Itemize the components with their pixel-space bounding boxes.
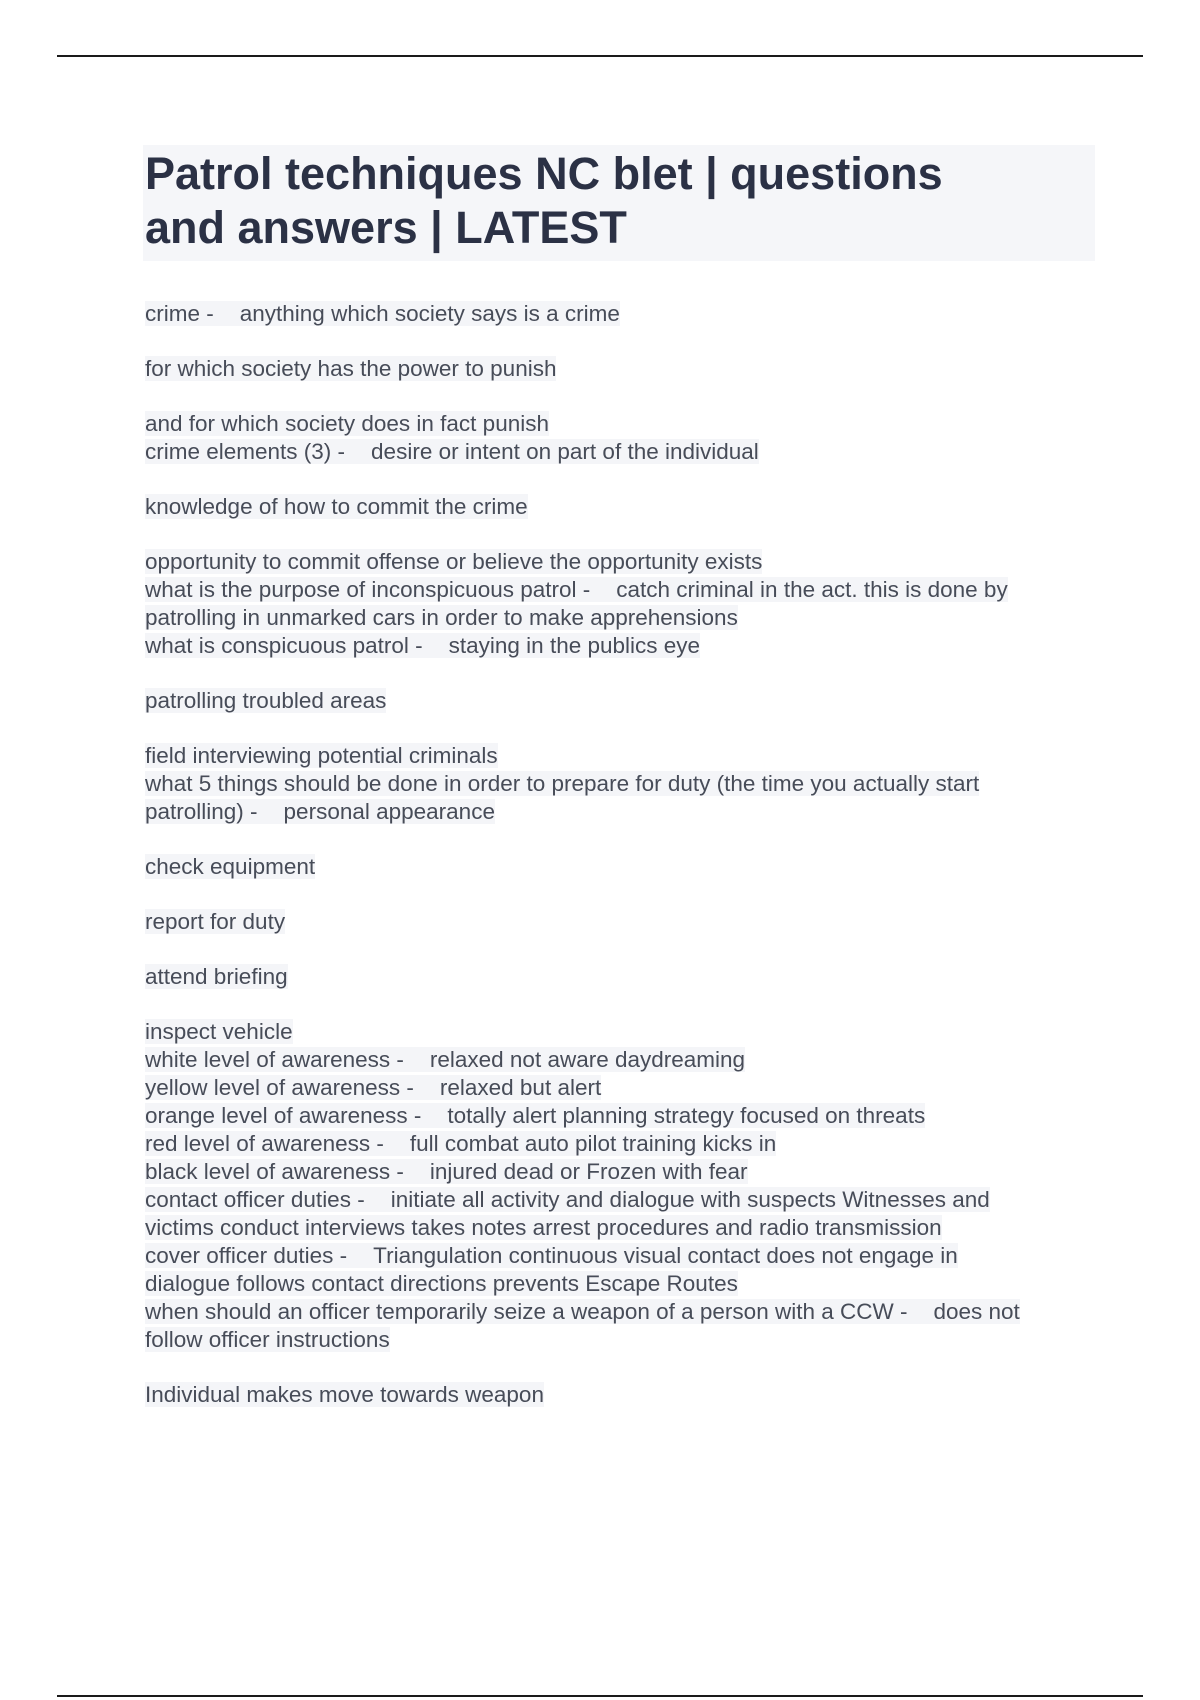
line-highlight [145,854,315,879]
line-text: and for which society does in fact punish [145,411,549,436]
line-answer: does not [933,1299,1020,1324]
line-answer: initiate all activity and dialogue with suspects Witnesses and [390,1187,990,1212]
text-line [145,355,1100,383]
text-line [145,798,1100,826]
text-line [145,1158,1100,1186]
line-text: yellow level of awareness - [145,1075,414,1100]
line-text: crime elements (3) - [145,439,346,464]
line-text: follow officer instructions [145,1327,390,1352]
text-line [145,908,1100,936]
text-line [145,1102,1100,1130]
line-text: for which society has the power to punish [145,356,557,381]
document-body [145,300,1100,1409]
text-line [145,1046,1100,1074]
line-answer: totally alert planning strategy focused on threats [447,1103,926,1128]
line-highlight [145,799,495,824]
line-text: patrolling in unmarked cars in order to make apprehensions [145,605,738,630]
line-highlight [145,301,620,326]
line-text: inspect vehicle [145,1019,293,1044]
line-text: opportunity to commit offense or believe the opportunity exists [145,549,763,574]
line-highlight [145,1271,738,1296]
text-line [145,493,1100,521]
text-line [145,548,1100,576]
text-line [145,1018,1100,1046]
title-line-2: and answers | LATEST [145,202,627,253]
text-line [145,410,1100,438]
text-line [145,1186,1100,1214]
line-text: field interviewing potential criminals [145,743,498,768]
text-line [145,687,1100,715]
line-highlight [145,1159,748,1184]
line-text: knowledge of how to commit the crime [145,494,528,519]
text-line [145,1270,1100,1298]
text-line [145,438,1100,466]
line-highlight [145,1187,990,1212]
line-highlight [145,411,549,436]
line-highlight [145,1103,925,1128]
line-text: cover officer duties - [145,1243,348,1268]
line-answer: staying in the publics eye [448,633,701,658]
line-answer: anything which society says is a crime [239,301,620,326]
line-highlight [145,1299,1020,1324]
line-text: white level of awareness - [145,1047,404,1072]
text-line [145,770,1100,798]
line-highlight [145,743,498,768]
line-answer: injured dead or Frozen with fear [429,1159,748,1184]
text-line [145,1130,1100,1158]
line-answer: personal appearance [283,799,495,824]
text-line [145,1214,1100,1242]
text-line [145,963,1100,991]
line-highlight [145,771,979,796]
line-highlight [145,1327,390,1352]
line-text: contact officer duties - [145,1187,365,1212]
title-block [143,145,1095,261]
line-highlight [145,494,528,519]
line-answer: Triangulation continuous visual contact does not engage in [373,1243,958,1268]
line-answer: full combat auto pilot training kicks in [409,1131,777,1156]
text-line [145,300,1100,328]
line-text: dialogue follows contact directions prevents Escape Routes [145,1271,738,1296]
line-highlight [145,356,556,381]
text-line [145,604,1100,632]
line-highlight [145,964,288,989]
line-text: check equipment [145,854,316,879]
text-line [145,742,1100,770]
line-highlight [145,577,1008,602]
line-text: black level of awareness - [145,1159,404,1184]
text-line [145,1298,1100,1326]
line-text: red level of awareness - [145,1131,384,1156]
line-text: patrolling troubled areas [145,688,387,713]
text-line [145,1242,1100,1270]
line-highlight [145,1215,942,1240]
line-answer: catch criminal in the act. this is done by [616,577,1008,602]
line-highlight [145,1047,745,1072]
line-text: crime - [145,301,214,326]
line-highlight [145,1131,776,1156]
text-line [145,1074,1100,1102]
header-rule [57,55,1143,57]
line-highlight [145,688,386,713]
line-answer: desire or intent on part of the individual [371,439,759,464]
line-text: orange level of awareness - [145,1103,422,1128]
line-highlight [145,1019,293,1044]
line-text: victims conduct interviews takes notes arrest procedures and radio transmission [145,1215,942,1240]
line-text: what 5 things should be done in order to prepare for duty (the time you actually start [145,771,980,796]
text-line [145,1381,1100,1409]
line-text: attend briefing [145,964,288,989]
footer-rule [57,1695,1143,1697]
text-line [145,853,1100,881]
line-highlight [145,1382,544,1407]
title-line-1: Patrol techniques NC blet | questions [145,148,943,199]
line-highlight [145,439,759,464]
text-line [145,1326,1100,1354]
line-text: Individual makes move towards weapon [145,1382,544,1407]
page-title [145,147,1093,255]
line-answer: relaxed but alert [439,1075,602,1100]
line-highlight [145,1243,958,1268]
line-highlight [145,549,762,574]
text-line [145,576,1100,604]
line-text: report for duty [145,909,286,934]
line-highlight [145,1075,601,1100]
line-text: what is the purpose of inconspicuous patrol - [145,577,591,602]
line-text: what is conspicuous patrol - [145,633,423,658]
line-highlight [145,909,285,934]
line-highlight [145,605,738,630]
line-answer: relaxed not aware daydreaming [429,1047,746,1072]
line-text: patrolling) - [145,799,258,824]
line-text: when should an officer temporarily seize a weapon of a person with a CCW - [145,1299,908,1324]
line-highlight [145,633,700,658]
text-line [145,632,1100,660]
